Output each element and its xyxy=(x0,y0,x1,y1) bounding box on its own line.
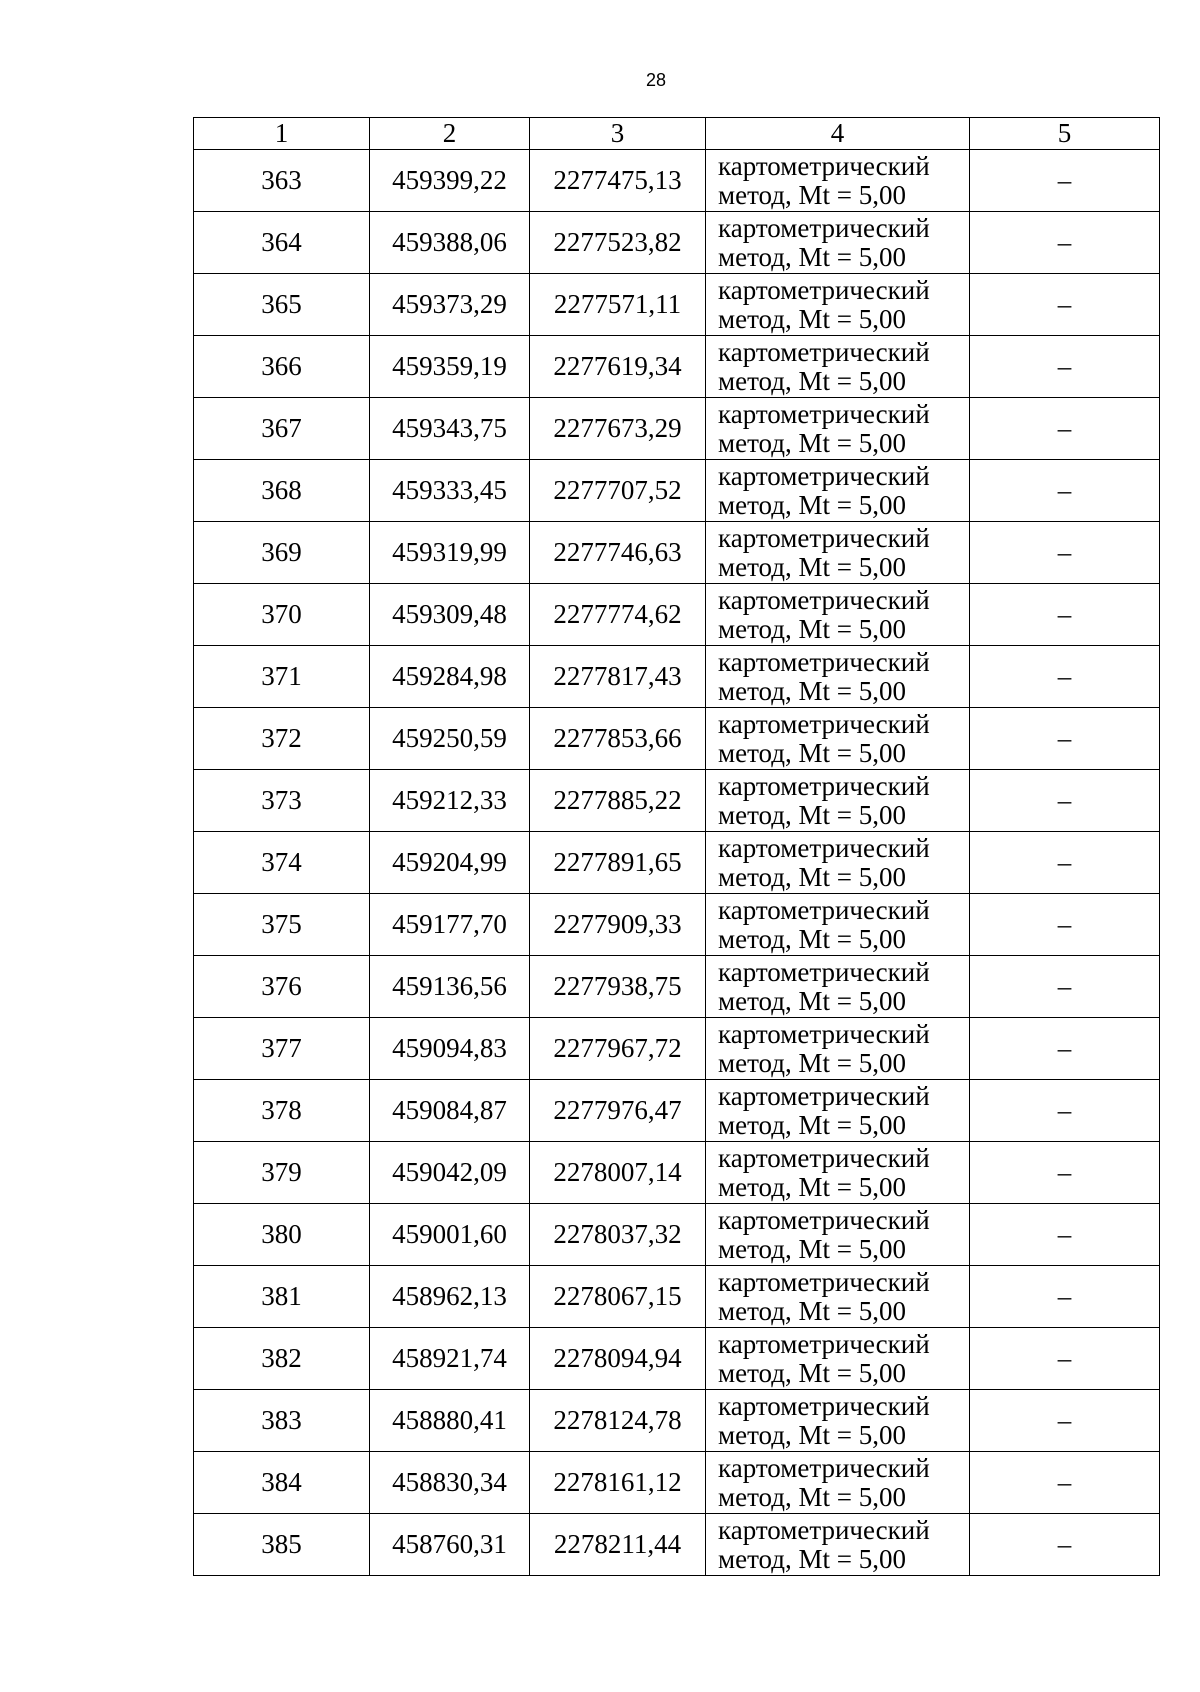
method-line-2: метод, Mt = 5,00 xyxy=(718,241,906,272)
note-cell: – xyxy=(970,646,1160,708)
method-line-1: картометрический xyxy=(718,1514,930,1545)
note-cell: – xyxy=(970,1142,1160,1204)
column-header-1: 1 xyxy=(194,118,370,150)
y-coordinate-cell: 2277817,43 xyxy=(530,646,706,708)
method-line-2: метод, Mt = 5,00 xyxy=(718,861,906,892)
method-line-1: картометрический xyxy=(718,1328,930,1359)
point-number-cell: 385 xyxy=(194,1514,370,1576)
x-coordinate-cell: 459094,83 xyxy=(370,1018,530,1080)
method-line-1: картометрический xyxy=(718,398,930,429)
method-line-1: картометрический xyxy=(718,584,930,615)
column-header-4: 4 xyxy=(706,118,970,150)
point-number-cell: 378 xyxy=(194,1080,370,1142)
note-cell: – xyxy=(970,1514,1160,1576)
method-cell xyxy=(706,460,970,522)
note-cell: – xyxy=(970,1204,1160,1266)
note-cell: – xyxy=(970,212,1160,274)
note-cell: – xyxy=(970,522,1160,584)
point-number-cell: 373 xyxy=(194,770,370,832)
point-number-cell: 366 xyxy=(194,336,370,398)
method-line-2: метод, Mt = 5,00 xyxy=(718,1419,906,1450)
y-coordinate-cell: 2278037,32 xyxy=(530,1204,706,1266)
method-cell xyxy=(706,1018,970,1080)
point-number-cell: 376 xyxy=(194,956,370,1018)
method-line-2: метод, Mt = 5,00 xyxy=(718,1109,906,1140)
x-coordinate-cell: 458830,34 xyxy=(370,1452,530,1514)
method-line-2: метод, Mt = 5,00 xyxy=(718,613,906,644)
y-coordinate-cell: 2278211,44 xyxy=(530,1514,706,1576)
note-cell: – xyxy=(970,1080,1160,1142)
table-row xyxy=(194,832,1160,894)
x-coordinate-cell: 459001,60 xyxy=(370,1204,530,1266)
method-cell xyxy=(706,646,970,708)
method-line-2: метод, Mt = 5,00 xyxy=(718,365,906,396)
method-line-2: метод, Mt = 5,00 xyxy=(718,1171,906,1202)
x-coordinate-cell: 459136,56 xyxy=(370,956,530,1018)
y-coordinate-cell: 2278124,78 xyxy=(530,1390,706,1452)
method-cell xyxy=(706,398,970,460)
method-cell xyxy=(706,1142,970,1204)
table-body xyxy=(194,150,1160,1576)
table-row xyxy=(194,708,1160,770)
note-cell: – xyxy=(970,460,1160,522)
method-cell xyxy=(706,1328,970,1390)
note-cell: – xyxy=(970,274,1160,336)
column-header-3: 3 xyxy=(530,118,706,150)
coordinates-table xyxy=(193,117,1160,1576)
y-coordinate-cell: 2277673,29 xyxy=(530,398,706,460)
method-line-2: метод, Mt = 5,00 xyxy=(718,799,906,830)
y-coordinate-cell: 2278007,14 xyxy=(530,1142,706,1204)
method-line-1: картометрический xyxy=(718,1204,930,1235)
point-number-cell: 380 xyxy=(194,1204,370,1266)
table-row xyxy=(194,460,1160,522)
method-line-1: картометрический xyxy=(718,150,930,181)
table-row xyxy=(194,522,1160,584)
x-coordinate-cell: 459399,22 xyxy=(370,150,530,212)
y-coordinate-cell: 2277938,75 xyxy=(530,956,706,1018)
method-line-2: метод, Mt = 5,00 xyxy=(718,551,906,582)
y-coordinate-cell: 2277909,33 xyxy=(530,894,706,956)
point-number-cell: 367 xyxy=(194,398,370,460)
table-row xyxy=(194,1080,1160,1142)
point-number-cell: 375 xyxy=(194,894,370,956)
table-header xyxy=(194,118,1160,150)
note-cell: – xyxy=(970,398,1160,460)
point-number-cell: 374 xyxy=(194,832,370,894)
method-line-2: метод, Mt = 5,00 xyxy=(718,1047,906,1078)
method-line-1: картометрический xyxy=(718,522,930,553)
y-coordinate-cell: 2278094,94 xyxy=(530,1328,706,1390)
method-line-2: метод, Mt = 5,00 xyxy=(718,675,906,706)
method-line-1: картометрический xyxy=(718,1266,930,1297)
method-line-1: картометрический xyxy=(718,708,930,739)
y-coordinate-cell: 2277976,47 xyxy=(530,1080,706,1142)
point-number-cell: 372 xyxy=(194,708,370,770)
y-coordinate-cell: 2278067,15 xyxy=(530,1266,706,1328)
method-line-1: картометрический xyxy=(718,770,930,801)
method-cell xyxy=(706,1514,970,1576)
method-line-1: картометрический xyxy=(718,832,930,863)
method-line-2: метод, Mt = 5,00 xyxy=(718,1357,906,1388)
point-number-cell: 371 xyxy=(194,646,370,708)
x-coordinate-cell: 459309,48 xyxy=(370,584,530,646)
table-row xyxy=(194,1390,1160,1452)
table-row xyxy=(194,1328,1160,1390)
column-header-2: 2 xyxy=(370,118,530,150)
method-line-2: метод, Mt = 5,00 xyxy=(718,1543,906,1574)
table-row xyxy=(194,584,1160,646)
point-number-cell: 381 xyxy=(194,1266,370,1328)
table-row xyxy=(194,1266,1160,1328)
note-cell: – xyxy=(970,1018,1160,1080)
point-number-cell: 363 xyxy=(194,150,370,212)
table-row xyxy=(194,150,1160,212)
table-row xyxy=(194,336,1160,398)
y-coordinate-cell: 2277475,13 xyxy=(530,150,706,212)
x-coordinate-cell: 459250,59 xyxy=(370,708,530,770)
method-line-2: метод, Mt = 5,00 xyxy=(718,489,906,520)
x-coordinate-cell: 459084,87 xyxy=(370,1080,530,1142)
y-coordinate-cell: 2277523,82 xyxy=(530,212,706,274)
method-cell xyxy=(706,1390,970,1452)
method-line-2: метод, Mt = 5,00 xyxy=(718,985,906,1016)
method-cell xyxy=(706,1204,970,1266)
page-number: 28 xyxy=(645,70,667,90)
y-coordinate-cell: 2277853,66 xyxy=(530,708,706,770)
method-cell xyxy=(706,150,970,212)
method-line-1: картометрический xyxy=(718,460,930,491)
method-cell xyxy=(706,894,970,956)
x-coordinate-cell: 459284,98 xyxy=(370,646,530,708)
note-cell: – xyxy=(970,956,1160,1018)
method-line-2: метод, Mt = 5,00 xyxy=(718,179,906,210)
y-coordinate-cell: 2277746,63 xyxy=(530,522,706,584)
point-number-cell: 368 xyxy=(194,460,370,522)
y-coordinate-cell: 2277571,11 xyxy=(530,274,706,336)
method-line-2: метод, Mt = 5,00 xyxy=(718,303,906,334)
point-number-cell: 364 xyxy=(194,212,370,274)
note-cell: – xyxy=(970,832,1160,894)
point-number-cell: 383 xyxy=(194,1390,370,1452)
x-coordinate-cell: 459319,99 xyxy=(370,522,530,584)
table-row xyxy=(194,1204,1160,1266)
method-cell xyxy=(706,956,970,1018)
y-coordinate-cell: 2277891,65 xyxy=(530,832,706,894)
note-cell: – xyxy=(970,1266,1160,1328)
note-cell: – xyxy=(970,150,1160,212)
x-coordinate-cell: 459212,33 xyxy=(370,770,530,832)
note-cell: – xyxy=(970,708,1160,770)
method-line-1: картометрический xyxy=(718,1018,930,1049)
table-row xyxy=(194,1514,1160,1576)
table-row xyxy=(194,212,1160,274)
point-number-cell: 365 xyxy=(194,274,370,336)
method-cell xyxy=(706,1266,970,1328)
method-line-1: картометрический xyxy=(718,1452,930,1483)
method-line-2: метод, Mt = 5,00 xyxy=(718,737,906,768)
table-row xyxy=(194,894,1160,956)
x-coordinate-cell: 459388,06 xyxy=(370,212,530,274)
note-cell: – xyxy=(970,770,1160,832)
note-cell: – xyxy=(970,584,1160,646)
point-number-cell: 382 xyxy=(194,1328,370,1390)
x-coordinate-cell: 459042,09 xyxy=(370,1142,530,1204)
point-number-cell: 384 xyxy=(194,1452,370,1514)
method-cell xyxy=(706,770,970,832)
table-row xyxy=(194,274,1160,336)
y-coordinate-cell: 2277707,52 xyxy=(530,460,706,522)
x-coordinate-cell: 459204,99 xyxy=(370,832,530,894)
method-line-1: картометрический xyxy=(718,894,930,925)
point-number-cell: 377 xyxy=(194,1018,370,1080)
point-number-cell: 370 xyxy=(194,584,370,646)
method-line-1: картометрический xyxy=(718,1142,930,1173)
method-cell xyxy=(706,1080,970,1142)
x-coordinate-cell: 458880,41 xyxy=(370,1390,530,1452)
note-cell: – xyxy=(970,336,1160,398)
note-cell: – xyxy=(970,1390,1160,1452)
method-line-2: метод, Mt = 5,00 xyxy=(718,1295,906,1326)
table-row xyxy=(194,956,1160,1018)
method-cell xyxy=(706,522,970,584)
x-coordinate-cell: 459359,19 xyxy=(370,336,530,398)
table-row xyxy=(194,770,1160,832)
method-line-2: метод, Mt = 5,00 xyxy=(718,1233,906,1264)
y-coordinate-cell: 2277619,34 xyxy=(530,336,706,398)
point-number-cell: 379 xyxy=(194,1142,370,1204)
x-coordinate-cell: 459373,29 xyxy=(370,274,530,336)
table-row xyxy=(194,646,1160,708)
note-cell: – xyxy=(970,1452,1160,1514)
method-cell xyxy=(706,584,970,646)
method-line-1: картометрический xyxy=(718,212,930,243)
method-line-1: картометрический xyxy=(718,274,930,305)
x-coordinate-cell: 459333,45 xyxy=(370,460,530,522)
x-coordinate-cell: 459177,70 xyxy=(370,894,530,956)
method-cell xyxy=(706,274,970,336)
method-cell xyxy=(706,212,970,274)
note-cell: – xyxy=(970,894,1160,956)
method-line-1: картометрический xyxy=(718,336,930,367)
table-row xyxy=(194,1018,1160,1080)
method-cell xyxy=(706,336,970,398)
method-line-2: метод, Mt = 5,00 xyxy=(718,923,906,954)
method-cell xyxy=(706,1452,970,1514)
table-row xyxy=(194,1452,1160,1514)
header-row xyxy=(194,118,1160,150)
method-line-2: метод, Mt = 5,00 xyxy=(718,1481,906,1512)
method-cell xyxy=(706,708,970,770)
x-coordinate-cell: 458921,74 xyxy=(370,1328,530,1390)
point-number-cell: 369 xyxy=(194,522,370,584)
method-line-1: картометрический xyxy=(718,646,930,677)
y-coordinate-cell: 2277885,22 xyxy=(530,770,706,832)
y-coordinate-cell: 2277967,72 xyxy=(530,1018,706,1080)
y-coordinate-cell: 2277774,62 xyxy=(530,584,706,646)
method-line-2: метод, Mt = 5,00 xyxy=(718,427,906,458)
method-line-1: картометрический xyxy=(718,1080,930,1111)
x-coordinate-cell: 458760,31 xyxy=(370,1514,530,1576)
table-row xyxy=(194,398,1160,460)
column-header-5: 5 xyxy=(970,118,1160,150)
table-row xyxy=(194,1142,1160,1204)
note-cell: – xyxy=(970,1328,1160,1390)
method-line-1: картометрический xyxy=(718,956,930,987)
method-cell xyxy=(706,832,970,894)
x-coordinate-cell: 458962,13 xyxy=(370,1266,530,1328)
x-coordinate-cell: 459343,75 xyxy=(370,398,530,460)
method-line-1: картометрический xyxy=(718,1390,930,1421)
y-coordinate-cell: 2278161,12 xyxy=(530,1452,706,1514)
